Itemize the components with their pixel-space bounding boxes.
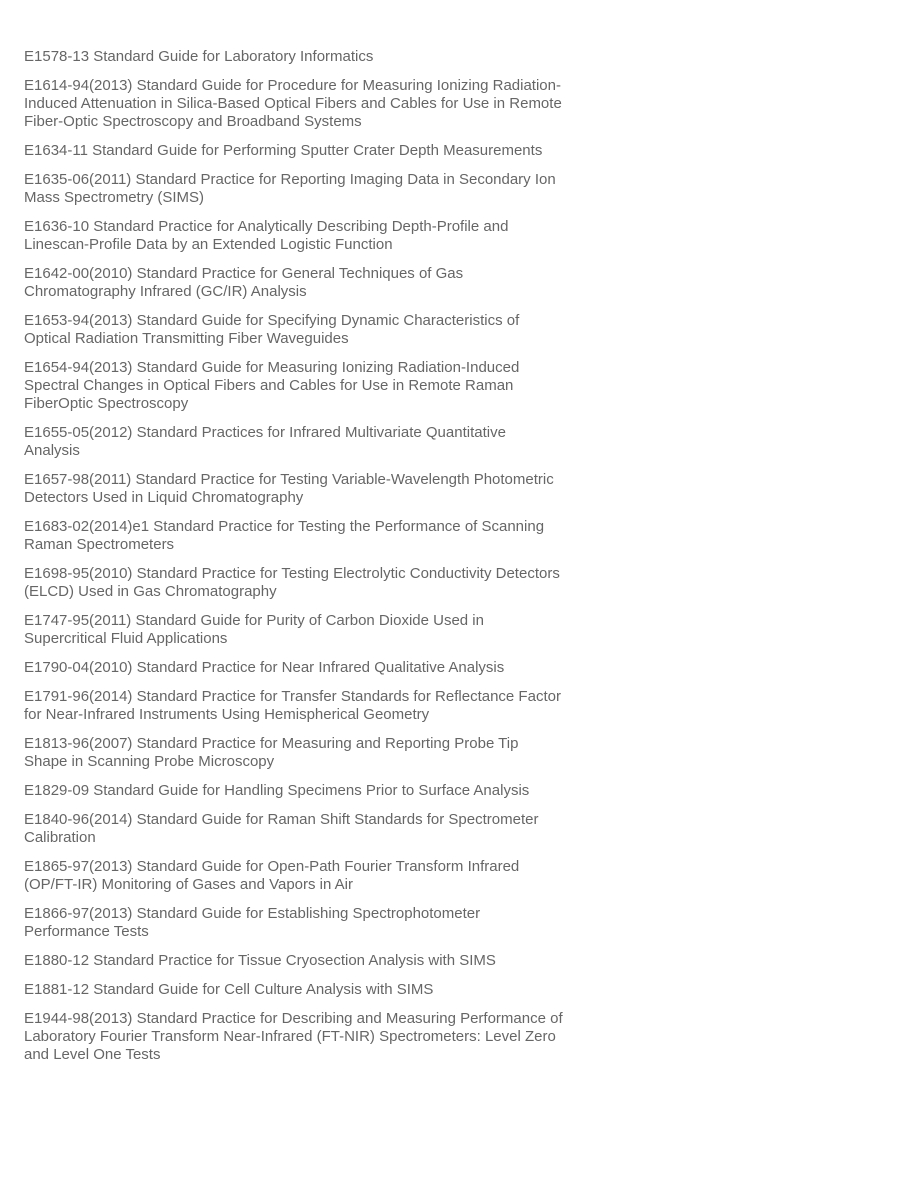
standard-entry: E1655-05(2012) Standard Practices for Infrared Multivariate Quantitative Analysis	[24, 424, 506, 459]
standard-entry: E1683-02(2014)e1 Standard Practice for Testing the Performance of Scanning Raman Spectrometers	[24, 518, 545, 553]
standard-entry: E1614-94(2013) Standard Guide for Procedure for Measuring Ionizing Radiation-Induced Attenuation in Silica-Based Optical Fibers and Cables for Use in Remote Fiber-Optic Spectroscopy and Broadband Systems	[24, 77, 562, 130]
standard-entry: E1865-97(2013) Standard Guide for Open-Path Fourier Transform Infrared (OP/FT-IR) Monitoring of Gases and Vapors in Air	[24, 858, 520, 893]
standard-entry: E1636-10 Standard Practice for Analytically Describing Depth-Profile and Linescan-Profile Data by an Extended Logistic Function	[24, 218, 509, 253]
standard-entry: E1881-12 Standard Guide for Cell Culture Analysis with SIMS	[24, 981, 434, 998]
standard-entry: E1698-95(2010) Standard Practice for Testing Electrolytic Conductivity Detectors (ELCD) Used in Gas Chromatography	[24, 565, 560, 600]
standard-entry: E1790-04(2010) Standard Practice for Near Infrared Qualitative Analysis	[24, 659, 505, 676]
standard-entry: E1653-94(2013) Standard Guide for Specifying Dynamic Characteristics of Optical Radiation Transmitting Fiber Waveguides	[24, 312, 520, 347]
standard-entry: E1866-97(2013) Standard Guide for Establishing Spectrophotometer Performance Tests	[24, 905, 481, 940]
standard-entry: E1944-98(2013) Standard Practice for Describing and Measuring Performance of Laboratory Fourier Transform Near-Infrared (FT-NIR) Spectrometers: Level Zero and Level One Tests	[24, 1010, 563, 1063]
standard-entry: E1578-13 Standard Guide for Laboratory Informatics	[24, 48, 374, 65]
standard-entry: E1791-96(2014) Standard Practice for Transfer Standards for Reflectance Factor for Near-Infrared Instruments Using Hemispherical Geometry	[24, 688, 561, 723]
standard-entry: E1880-12 Standard Practice for Tissue Cryosection Analysis with SIMS	[24, 952, 496, 969]
standard-entry: E1657-98(2011) Standard Practice for Testing Variable-Wavelength Photometric Detectors Used in Liquid Chromatography	[24, 471, 554, 506]
standard-entry: E1747-95(2011) Standard Guide for Purity of Carbon Dioxide Used in Supercritical Fluid Applications	[24, 612, 484, 647]
standard-entry: E1635-06(2011) Standard Practice for Reporting Imaging Data in Secondary Ion Mass Spectrometry (SIMS)	[24, 171, 556, 206]
standard-entry: E1634-11 Standard Guide for Performing Sputter Crater Depth Measurements	[24, 142, 543, 159]
standard-entry: E1829-09 Standard Guide for Handling Specimens Prior to Surface Analysis	[24, 782, 530, 799]
standard-entry: E1840-96(2014) Standard Guide for Raman Shift Standards for Spectrometer Calibration	[24, 811, 539, 846]
standards-list	[24, 48, 564, 1075]
standard-entry: E1642-00(2010) Standard Practice for General Techniques of Gas Chromatography Infrared (GC/IR) Analysis	[24, 265, 464, 300]
standard-entry: E1813-96(2007) Standard Practice for Measuring and Reporting Probe Tip Shape in Scanning Probe Microscopy	[24, 735, 519, 770]
standard-entry: E1654-94(2013) Standard Guide for Measuring Ionizing Radiation-Induced Spectral Changes in Optical Fibers and Cables for Use in Remote Raman FiberOptic Spectroscopy	[24, 359, 520, 412]
